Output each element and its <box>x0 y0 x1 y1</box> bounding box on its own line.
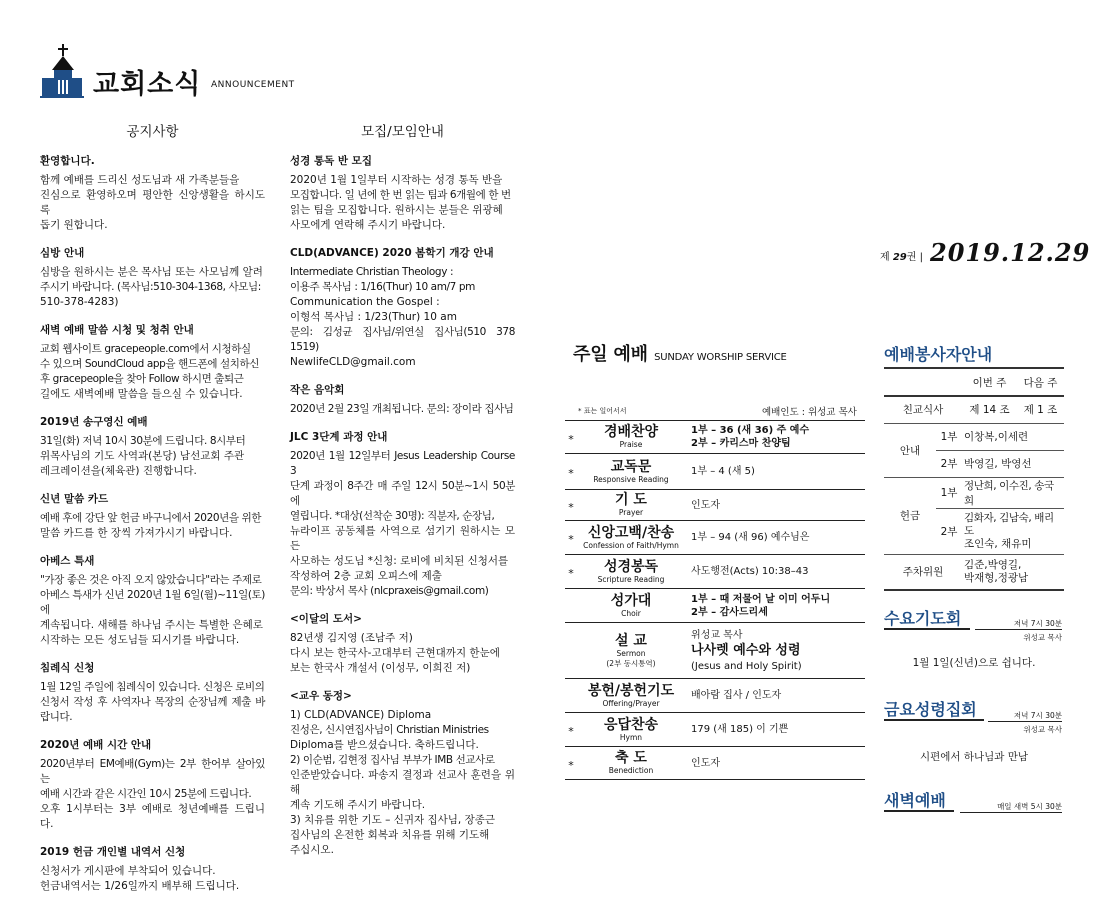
notice-body <box>40 265 265 310</box>
dawn-rule <box>884 810 954 812</box>
worship-order-row <box>565 489 865 520</box>
recruit-body <box>290 265 515 370</box>
worship-order-row <box>565 678 865 712</box>
guide-1-label: 1부 <box>936 423 962 450</box>
notice-line: 위목사님의 기도 사역과(본당) 남선교회 주관 <box>40 450 245 462</box>
issue-volume: 29 <box>892 252 907 263</box>
notice-line: 1월 12일 주일에 침례식이 있습니다. 신청은 로비의 <box>40 681 265 693</box>
recruit-line: 이형석 목사님 : 1/23(Thur) 10 am <box>290 311 457 323</box>
notice-line: 예배 후에 강단 앞 헌금 바구니에서 2020년을 위한 <box>40 512 262 524</box>
notice-section <box>40 661 265 725</box>
notice-section <box>40 154 265 233</box>
recruit-body <box>290 631 515 676</box>
dawn-title: 새벽예배 <box>884 791 946 810</box>
recruit-body <box>290 708 515 858</box>
order-item-desc <box>685 689 865 702</box>
recruit-line: 읽는 팀을 모집합니다. 원하시는 분들은 위광혜 <box>290 204 503 216</box>
recruit-section <box>290 612 515 676</box>
col-next-week: 다음 주 <box>1017 368 1064 396</box>
recruit-line: 단계 과정이 8주간 매 주일 12시 50분~1시 50분에 <box>290 480 515 507</box>
notice-line: 신청서 작성 후 사역자나 목장의 순장님께 제출 바랍니다. <box>40 696 265 723</box>
stand-mark: * <box>568 758 574 772</box>
notice-line: 함께 예배를 드리신 성도님과 새 가족분들을 <box>40 174 240 186</box>
parking-names <box>962 554 1064 590</box>
order-item-name <box>577 557 685 587</box>
order-item-name <box>577 422 685 452</box>
wednesday-time: 저녁 7시 30분 <box>975 618 1062 630</box>
issue-date: 2019.12.29 <box>930 238 1091 267</box>
order-item-en: Offering/Prayer <box>602 698 660 708</box>
notice-section <box>40 845 265 894</box>
notice-line: 주시기 바랍니다. (목사님:510-304-1368, 사모님: <box>40 281 261 293</box>
notice-line: 말씀 카드를 한 장씩 가져가시기 바랍니다. <box>40 527 233 539</box>
stand-mark <box>565 604 577 608</box>
worship-order-row <box>565 453 865 489</box>
parking-names-a: 김준,박영길, <box>964 558 1022 571</box>
recruit-line: NewlifeCLD@gmail.com <box>290 356 416 368</box>
guide-1-names: 이창복,이세련 <box>962 423 1064 450</box>
order-item-desc <box>685 565 865 578</box>
notice-line: 헌금내역서는 1/26일까지 배부해 드립니다. <box>40 880 240 892</box>
notice-line: 레크레이션을(체육관) 진행합니다. <box>40 465 197 477</box>
offering-2-names-b: 조인숙, 채유미 <box>964 537 1032 550</box>
parking-names-b: 박재형,정광남 <box>964 571 1029 584</box>
notice-line: 후 gracepeople을 찾아 Follow 하시면 출퇴근 <box>40 373 244 385</box>
col-this-week: 이번 주 <box>962 368 1017 396</box>
order-item-name <box>577 715 685 745</box>
notice-section <box>40 246 265 310</box>
order-item-en: Confession of Faith/Hymn <box>583 540 679 550</box>
notice-body <box>40 573 265 648</box>
recruit-line: 주십시오. <box>290 844 334 856</box>
notice-title: 신년 말씀 카드 <box>40 493 109 505</box>
stand-mark <box>565 649 577 653</box>
order-item-desc-line: 2부 – 카리스마 찬양팀 <box>691 438 791 449</box>
order-item-ko: 봉헌/봉헌기도 <box>587 682 675 699</box>
guide-2-names: 박영길, 박영선 <box>962 450 1064 477</box>
order-item-ko: 축 도 <box>615 750 647 766</box>
greeter-next: 제 1 조 <box>1023 404 1058 417</box>
issue-label-pre: 제 <box>880 252 893 263</box>
recruit-line: 인준받았습니다. 파송지 결정과 선교사 훈련을 위해 <box>290 769 515 796</box>
recruit-line: 다시 보는 한국사-고대부터 근현대까지 한눈에 <box>290 647 500 659</box>
stand-mark: * <box>568 500 574 514</box>
order-item-desc <box>685 723 865 736</box>
order-item-desc <box>685 757 865 770</box>
recruit-line: Intermediate Christian Theology : <box>290 266 454 278</box>
order-item-desc <box>685 499 865 512</box>
recruit-title: 성경 통독 반 모집 <box>290 155 372 167</box>
recruit-line: 3) 치유를 위한 기도 – 신귀자 집사님, 장종근 <box>290 814 496 826</box>
greeter-this: 제 14 조 <box>969 404 1010 417</box>
order-item-desc-line: 배아람 집사 / 인도자 <box>691 690 782 701</box>
recruit-line: 뉴라이프 공동체를 사역으로 섬기기 원하시는 모든 <box>290 525 515 552</box>
order-item-en: Choir <box>621 608 641 618</box>
stand-mark: * <box>568 725 574 738</box>
order-item-en: Scripture Reading <box>597 574 665 584</box>
recruit-section <box>290 430 515 599</box>
order-item-desc <box>685 531 865 544</box>
notice-title: 심방 안내 <box>40 247 85 259</box>
notice-line: 계속됩니다. 새해를 하나님 주시는 특별한 은혜로 <box>40 619 263 631</box>
recruit-title: JLC 3단계 과정 안내 <box>290 431 388 443</box>
sermon-title: 나사렛 예수와 성령 <box>691 642 801 658</box>
order-item-ko: 교독문 <box>610 458 652 475</box>
stand-mark: * <box>568 432 574 446</box>
notice-line: 진심으로 환영하오며 평안한 신앙생활을 하시도록 <box>40 189 265 216</box>
wednesday-text: 1월 1일(신년)으로 쉽니다. <box>912 657 1036 669</box>
order-item-ko: 기 도 <box>615 492 647 508</box>
worship-order-row <box>565 712 865 746</box>
recruit-line: 집사님의 온전한 회복과 치유를 위해 기도해 <box>290 829 490 841</box>
worship-order-row <box>565 420 865 453</box>
order-item-en: Sermon <box>616 648 646 658</box>
offering-2-label: 2부 <box>936 508 962 554</box>
order-item-ko: 설 교 <box>615 632 647 649</box>
order-item-en: Benediction <box>608 766 654 775</box>
order-item-en: Praise <box>619 440 643 449</box>
recruit-line: 모집합니다. 일 년에 한 번 읽는 팀과 6개월에 한 번 <box>290 189 511 201</box>
recruit-section <box>290 689 515 858</box>
guide-2-label: 2부 <box>936 450 962 477</box>
order-item-desc-line: 위성교 목사 <box>691 629 743 641</box>
notice-line: 510-378-4283) <box>40 296 119 308</box>
recruit-line: 82년생 김지영 (조남주 저) <box>290 632 413 644</box>
order-item-desc-line: 인도자 <box>691 499 720 511</box>
order-item-en: Responsive Reading <box>593 474 669 484</box>
order-item-ko: 응답찬송 <box>603 716 659 733</box>
notice-section <box>40 323 265 402</box>
recruit-line: 2) 이순범, 김현정 집사님 부부가 IMB 선교사로 <box>290 754 495 766</box>
order-item-desc-line: 179 (새 185) 이 기쁜 <box>691 724 789 735</box>
recruit-line: 계속 기도해 주시기 바랍니다. <box>290 799 426 811</box>
friday-leader: 위성교 목사 <box>1023 725 1062 734</box>
order-item-name <box>577 681 685 711</box>
notice-title: 침례식 신청 <box>40 662 95 674</box>
notice-title: 2019 헌금 개인별 내역서 신청 <box>40 846 186 858</box>
recruit-title: CLD(ADVANCE) 2020 봄학기 개강 안내 <box>290 247 494 259</box>
offering-label: 헌금 <box>884 477 936 554</box>
order-item-desc <box>685 629 865 673</box>
worship-order-row <box>565 554 865 588</box>
issue-label-post: 권 | <box>906 252 923 263</box>
notice-title: 새벽 예배 말씀 시청 및 청취 안내 <box>40 324 194 336</box>
order-item-en: Hymn <box>619 732 643 742</box>
recruit-heading: 모집/모임안내 <box>361 124 444 140</box>
recruit-line: 2020년 1월 1일부터 시작하는 성경 통독 반을 <box>290 174 503 186</box>
recruit-line: 보는 한국사 개설서 (이성무, 이희진 저) <box>290 662 471 674</box>
notice-line: 돕기 원합니다. <box>40 219 108 231</box>
recruit-line: 진성은, 신시연집사님이 Christian Ministries <box>290 724 489 736</box>
order-item-name <box>577 631 685 671</box>
page-title: 교회소식 <box>93 69 202 100</box>
notice-title: 아베스 특새 <box>40 555 95 567</box>
church-icon <box>40 42 84 98</box>
notice-section <box>40 554 265 648</box>
greeter-label: 친교식사 <box>902 404 944 417</box>
recruit-line: Diploma를 받으셨습니다. 축하드립니다. <box>290 739 479 751</box>
notices-list <box>40 154 265 894</box>
stand-mark <box>565 694 577 698</box>
notice-body <box>40 173 265 233</box>
order-item-desc <box>685 465 865 478</box>
offering-2-names-a: 김화자, 김남숙, 배리도 <box>964 511 1054 537</box>
sermon-title-en: (Jesus and Holy Spirit) <box>691 660 802 672</box>
recruit-body <box>290 402 515 417</box>
notice-section <box>40 492 265 541</box>
worship-stand-note: * 표는 일어서서 <box>578 407 627 415</box>
order-item-name <box>577 523 685 553</box>
order-item-desc-line: 1부 – 36 (새 36) 주 예수 <box>691 425 810 436</box>
order-item-ko: 성가대 <box>610 592 652 609</box>
order-item-desc-line: 1부 – 4 (새 5) <box>691 466 755 477</box>
order-item-ko: 신앙고백/찬송 <box>587 524 675 541</box>
stand-mark: * <box>568 533 574 546</box>
notices-column <box>40 125 265 907</box>
recruit-section <box>290 154 515 233</box>
service-guide-table <box>884 367 1064 591</box>
recruit-line: 사모하는 성도님 *신청: 로비에 비치된 신청서를 <box>290 555 509 567</box>
worship-order <box>565 420 865 780</box>
recruit-list <box>290 154 515 858</box>
recruit-line: 열립니다. *대상(선착순 30명): 직분자, 순장님, <box>290 510 495 522</box>
notice-line: 아베스 특새가 신년 2020년 1월 6일(월)~11일(토)에 <box>40 589 265 616</box>
notice-title: 2019년 송구영신 예배 <box>40 416 148 428</box>
service-guide-title: 예배봉사자안내 <box>884 345 993 364</box>
stand-mark: * <box>568 467 574 480</box>
worship-title-ko: 주일 예배 <box>573 344 648 365</box>
issue-number <box>880 248 923 263</box>
notice-title: 2020년 예배 시간 안내 <box>40 739 152 751</box>
worship-order-row <box>565 622 865 678</box>
recruit-line: 1) CLD(ADVANCE) Diploma <box>290 709 432 721</box>
recruit-section <box>290 383 515 417</box>
notice-section <box>40 738 265 832</box>
recruit-title: <교우 동정> <box>290 690 352 702</box>
notice-line: 길에도 새벽예배 말씀을 들으실 수 있습니다. <box>40 388 243 400</box>
notice-body <box>40 342 265 402</box>
recruit-title: <이달의 도서> <box>290 613 362 625</box>
notice-section <box>40 415 265 479</box>
guide-label: 안내 <box>884 423 936 477</box>
order-item-desc-line: 1부 – 94 (새 96) 예수님은 <box>691 532 810 543</box>
recruit-line: 문의: 박상서 목사 (nlcpraxeis@gmail.com) <box>290 585 489 597</box>
order-item-desc <box>685 593 865 619</box>
friday-text: 시편에서 하나님과 만남 <box>919 751 1029 763</box>
order-item-desc-line: 2부 – 감사드리세 <box>691 606 768 618</box>
notice-line: 수 있으며 SoundCloud app을 핸드폰에 설치하신 <box>40 358 259 370</box>
notice-line: 오후 1시부터는 3부 예배로 청년예배를 드립니다. <box>40 803 265 830</box>
offering-2-names <box>962 508 1064 554</box>
notice-body <box>40 511 265 541</box>
recruit-line: 이용주 목사님 : 1/16(Thur) 10 am/7 pm <box>290 281 475 293</box>
recruit-section <box>290 246 515 370</box>
order-item-ko: 경배찬양 <box>603 424 659 440</box>
wednesday-title: 수요기도회 <box>884 609 962 628</box>
dawn-time: 매일 새벽 5시 30분 <box>960 801 1062 813</box>
order-item-desc-line: 1부 – 때 저물어 날 이미 어두니 <box>691 593 831 605</box>
friday-rule <box>884 719 984 721</box>
notice-line: 시작하는 모든 성도님들 되시기를 바랍니다. <box>40 634 240 646</box>
notice-line: 신청서가 게시판에 부착되어 있습니다. <box>40 865 216 877</box>
worship-order-row <box>565 588 865 622</box>
notice-title: 환영합니다. <box>40 155 95 167</box>
notice-line: 예배 시간과 같은 시간인 10시 25분에 드립니다. <box>40 788 252 800</box>
order-item-name <box>577 457 685 487</box>
order-item-name <box>577 748 685 778</box>
notice-line: 교회 웹사이트 gracepeople.com에서 시청하실 <box>40 343 251 355</box>
friday-time: 저녁 7시 30분 <box>988 710 1062 722</box>
worship-title <box>573 340 787 366</box>
wednesday-leader: 위성교 목사 <box>1023 633 1062 642</box>
recruit-line: 사모에게 연락해 주시기 바랍니다. <box>290 219 446 231</box>
notice-line: 31일(화) 저녁 10시 30분에 드립니다. 8시부터 <box>40 435 246 447</box>
parking-label: 주차위원 <box>884 554 962 590</box>
order-item-ko: 성경봉독 <box>603 558 659 575</box>
order-item-desc-line: 인도자 <box>691 757 720 769</box>
worship-order-row <box>565 520 865 554</box>
worship-leader: 예배인도 : 위성교 목사 <box>762 407 857 418</box>
order-item-en: Prayer <box>618 508 644 517</box>
order-item-desc <box>685 424 865 450</box>
notice-body <box>40 680 265 725</box>
notice-line: "가장 좋은 것은 아직 오지 않았습니다"라는 주제로 <box>40 574 262 586</box>
notice-line: 심방을 원하시는 분은 목사님 또는 사모님께 알려 <box>40 266 263 278</box>
wednesday-rule <box>884 628 970 630</box>
notice-body <box>40 434 265 479</box>
friday-title: 금요성령집회 <box>884 700 977 719</box>
recruit-title: 작은 음악회 <box>290 384 345 396</box>
recruit-column <box>290 125 515 871</box>
recruit-line: 2020년 2월 23일 개최됩니다. 문의: 장이라 집사님 <box>290 403 514 415</box>
recruit-line: 문의: 김성균 집사님/위연실 집사님(510 378 1519) <box>290 326 515 353</box>
page-subtitle: ANNOUNCEMENT <box>211 80 295 90</box>
recruit-body <box>290 449 515 599</box>
notice-body <box>40 864 265 894</box>
notices-heading: 공지사항 <box>126 124 179 140</box>
order-item-en2: (2부 동시통역) <box>606 658 656 668</box>
order-item-name <box>577 591 685 621</box>
order-item-name <box>577 490 685 520</box>
recruit-line: 2020년 1월 12일부터 Jesus Leadership Course 3 <box>290 450 515 477</box>
recruit-body <box>290 173 515 233</box>
offering-1-label: 1부 <box>936 477 962 508</box>
recruit-line: 작성하여 2층 교회 오피스에 제출 <box>290 570 442 582</box>
worship-title-en: SUNDAY WORSHIP SERVICE <box>654 352 787 363</box>
worship-order-row <box>565 746 865 780</box>
offering-1-names: 정난희, 이수진, 송국희 <box>962 477 1064 508</box>
recruit-line: Communication the Gospel : <box>290 296 440 308</box>
order-item-desc-line: 사도행전(Acts) 10:38–43 <box>691 566 809 577</box>
stand-mark: * <box>568 567 574 580</box>
notice-line: 2020년부터 EM예배(Gym)는 2부 한어부 살아있는 <box>40 758 265 785</box>
notice-body <box>40 757 265 832</box>
